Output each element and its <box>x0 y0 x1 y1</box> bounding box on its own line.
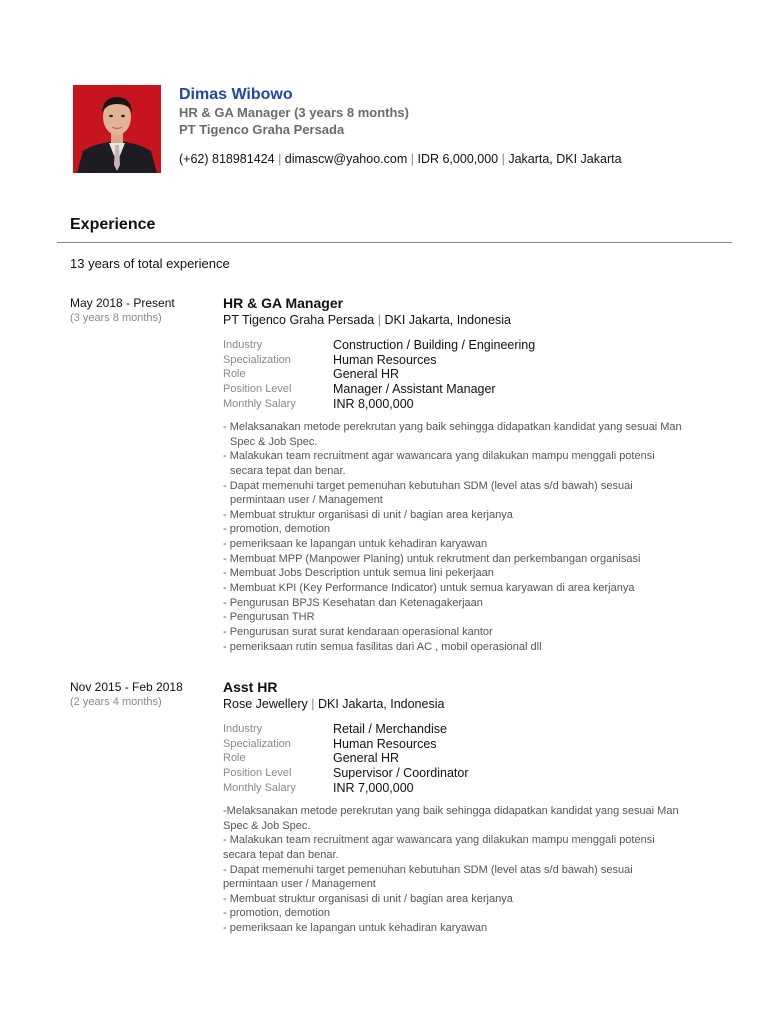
detail-row-monthly-salary <box>223 396 535 411</box>
candidate-company: PT Tigenco Graha Persada <box>179 122 345 137</box>
section-divider <box>57 242 732 243</box>
detail-row-position-level <box>223 382 535 397</box>
detail-row-position-level <box>223 766 468 781</box>
description-line: - promotion, demotion <box>223 907 330 920</box>
company-separator: | <box>311 697 315 711</box>
job-details <box>223 338 535 411</box>
detail-value: General HR <box>333 367 399 382</box>
job-duration: (2 years 4 months) <box>70 696 162 708</box>
job-company-line <box>223 313 511 328</box>
detail-label: Monthly Salary <box>223 397 296 410</box>
description-line: - pemeriksaan ke lapangan untuk kehadiran karyawan <box>223 538 488 551</box>
candidate-name: Dimas Wibowo <box>179 86 293 103</box>
description-line: - pemeriksaan rutin semua fasilitas dari AC , mobil operasional dll <box>223 640 542 653</box>
detail-row-role <box>223 751 468 766</box>
description-line: - Membuat MPP (Manpower Planing) untuk rekrutment dan perkembangan organisasi <box>223 552 641 565</box>
job-title: Asst HR <box>223 679 278 695</box>
detail-value: Supervisor / Coordinator <box>333 766 469 781</box>
description-line: - Membuat Jobs Description untuk semua lini pekerjaan <box>223 567 494 580</box>
detail-value: Human Resources <box>333 352 437 367</box>
detail-value: INR 8,000,000 <box>333 396 414 411</box>
detail-value: Human Resources <box>333 736 437 751</box>
description-line: - Malakukan team recruitment agar wawancara yang dilakukan mampu menggali potensi <box>223 450 655 463</box>
contact-separator: | <box>278 152 282 166</box>
company-separator: | <box>377 313 381 327</box>
description-line: - pemeriksaan ke lapangan untuk kehadiran karyawan <box>223 922 488 935</box>
job-company-line <box>223 697 444 712</box>
detail-value: Retail / Merchandise <box>333 722 447 737</box>
job-description <box>223 420 723 654</box>
job-dates: May 2018 - Present <box>70 296 175 310</box>
detail-row-role <box>223 367 535 382</box>
description-line: secara tepat dan benar. <box>230 464 346 477</box>
description-line: - Dapat memenuhi target pemenuhan kebutuhan SDM (level atas s/d bawah) sesuai <box>223 863 633 876</box>
description-line: - Membuat KPI (Key Performance Indicator) untuk semua karyawan di area kerjanya <box>223 582 635 595</box>
job-company: PT Tigenco Graha Persada <box>223 313 375 327</box>
job-title: HR & GA Manager <box>223 295 344 311</box>
description-line: - Dapat memenuhi target pemenuhan kebutuhan SDM (level atas s/d bawah) sesuai <box>223 479 633 492</box>
description-line: permintaan user / Management <box>223 878 376 891</box>
job-dates: Nov 2015 - Feb 2018 <box>70 680 183 694</box>
profile-photo <box>73 85 161 173</box>
contact-separator: | <box>410 152 414 166</box>
detail-label: Position Level <box>223 383 292 396</box>
experience-heading: Experience <box>70 216 156 233</box>
detail-label: Role <box>223 368 246 381</box>
detail-label: Industry <box>223 339 263 352</box>
description-line: - Malakukan team recruitment agar wawancara yang dilakukan mampu menggali potensi <box>223 834 655 847</box>
job-description <box>223 804 723 936</box>
detail-label: Role <box>223 752 246 765</box>
description-line: -Melaksanakan metode perekrutan yang baik sehingga didapatkan kandidat yang sesuai Man <box>223 805 679 817</box>
detail-value: INR 7,000,000 <box>333 780 414 795</box>
detail-row-monthly-salary <box>223 780 468 795</box>
detail-row-specialization <box>223 737 468 752</box>
description-line: - promotion, demotion <box>223 523 330 536</box>
detail-label: Specialization <box>223 737 291 750</box>
description-line: - Pengurusan BPJS Kesehatan dan Ketenagakerjaan <box>223 596 483 609</box>
detail-value: General HR <box>333 751 399 766</box>
description-line: Spec & Job Spec. <box>223 819 311 832</box>
profile-header <box>179 86 409 138</box>
description-line: Spec & Job Spec. <box>230 435 318 448</box>
description-line: secara tepat dan benar. <box>223 848 339 861</box>
description-line: - Pengurusan surat surat kendaraan operasional kantor <box>223 625 493 638</box>
detail-label: Position Level <box>223 767 292 780</box>
contact-separator: | <box>501 152 505 166</box>
detail-label: Monthly Salary <box>223 781 296 794</box>
detail-value: Manager / Assistant Manager <box>333 382 496 397</box>
detail-row-industry <box>223 338 535 353</box>
job-location: DKI Jakarta, Indonesia <box>384 313 511 327</box>
total-experience: 13 years of total experience <box>70 256 230 271</box>
contact-location: Jakarta, DKI Jakarta <box>508 152 622 166</box>
job-duration: (3 years 8 months) <box>70 312 162 324</box>
contact-line <box>179 152 622 166</box>
contact-email: dimascw@yahoo.com <box>284 152 408 166</box>
detail-value: Construction / Building / Engineering <box>333 338 536 353</box>
detail-label: Industry <box>223 723 263 736</box>
candidate-headline: HR & GA Manager (3 years 8 months) <box>179 105 409 120</box>
contact-phone: (+62) 818981424 <box>179 152 275 166</box>
contact-expected-salary: IDR 6,000,000 <box>417 152 499 166</box>
description-line: - Membuat struktur organisasi di unit / bagian area kerjanya <box>223 892 513 905</box>
description-line: - Membuat struktur organisasi di unit / bagian area kerjanya <box>223 508 513 521</box>
job-details <box>223 722 468 795</box>
description-line: - Pengurusan THR <box>223 611 315 624</box>
job-company: Rose Jewellery <box>223 697 308 711</box>
description-line: - Melaksanakan metode perekrutan yang baik sehingga didapatkan kandidat yang sesuai Man <box>223 421 682 433</box>
description-line: permintaan user / Management <box>230 494 383 507</box>
detail-row-specialization <box>223 353 535 368</box>
detail-label: Specialization <box>223 353 291 366</box>
detail-row-industry <box>223 722 468 737</box>
job-location: DKI Jakarta, Indonesia <box>317 697 445 711</box>
